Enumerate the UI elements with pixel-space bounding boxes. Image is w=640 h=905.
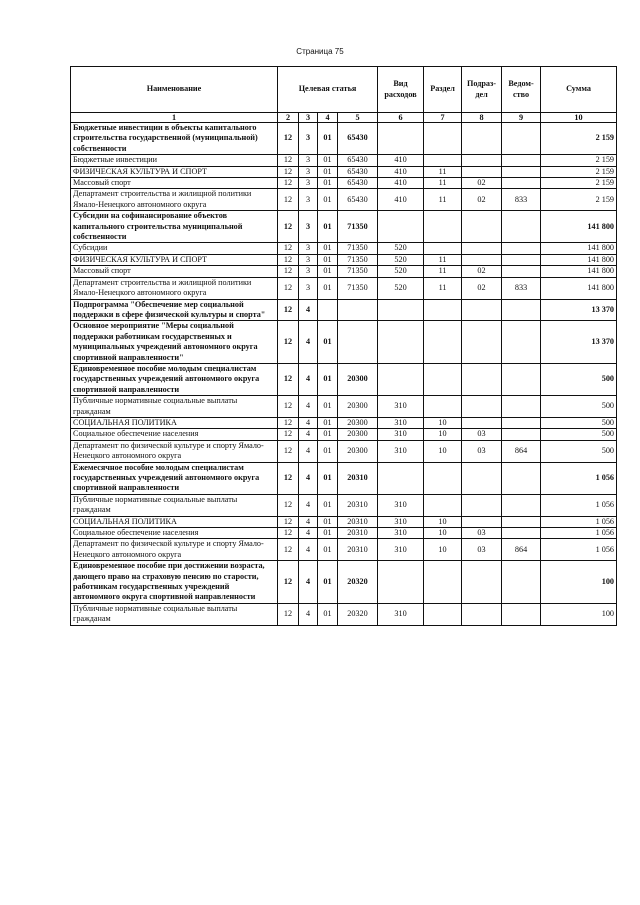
cell-vedomstvo	[502, 516, 541, 527]
cell-event	[318, 299, 338, 321]
cell-name: Департамент по физической культуре и спорту Ямало-Ненецкого автономного округа	[71, 440, 278, 462]
cell-vedomstvo	[502, 561, 541, 604]
cell-vedomstvo	[502, 462, 541, 494]
cell-subprogram: 4	[299, 528, 318, 539]
cell-vedomstvo	[502, 254, 541, 265]
cell-program: 12	[278, 363, 299, 395]
cell-program: 12	[278, 462, 299, 494]
cell-code: 65430	[338, 178, 378, 189]
cell-vid: 310	[378, 396, 424, 418]
table-row	[71, 363, 617, 395]
cell-subprogram: 4	[299, 516, 318, 527]
cell-program: 12	[278, 254, 299, 265]
cell-vedomstvo: 864	[502, 539, 541, 561]
cell-code: 71350	[338, 254, 378, 265]
cell-event: 01	[318, 429, 338, 440]
cell-razdel: 11	[424, 189, 462, 211]
cell-program: 12	[278, 396, 299, 418]
cell-subprogram: 4	[299, 561, 318, 604]
cell-name: Единовременное пособие молодым специалистам государственных учреждений автономного округа спортивной направленности	[71, 363, 278, 395]
cell-razdel: 10	[424, 516, 462, 527]
cell-sum: 500	[541, 396, 617, 418]
cell-podrazdel: 02	[462, 277, 502, 299]
cell-podrazdel: 02	[462, 266, 502, 277]
cell-vedomstvo	[502, 429, 541, 440]
cell-name: Социальное обеспечение населения	[71, 429, 278, 440]
cell-subprogram: 3	[299, 266, 318, 277]
cell-event: 01	[318, 516, 338, 527]
cell-sum: 500	[541, 440, 617, 462]
page-header: Страница 75	[296, 47, 344, 56]
cell-sum: 500	[541, 429, 617, 440]
cell-vid: 520	[378, 277, 424, 299]
cell-program: 12	[278, 266, 299, 277]
column-number-row	[71, 113, 617, 123]
cell-code: 20300	[338, 429, 378, 440]
cell-event: 01	[318, 321, 338, 364]
table-row	[71, 266, 617, 277]
cell-subprogram: 3	[299, 243, 318, 254]
header-vedomstvo: Ведом-ство	[502, 67, 541, 113]
cell-name: Ежемесячное пособие молодым специалистам государственных учреждений автономного округа спортивной направленности	[71, 462, 278, 494]
cell-vedomstvo	[502, 166, 541, 177]
cell-vid: 520	[378, 266, 424, 277]
cell-subprogram: 3	[299, 211, 318, 243]
cell-vid: 310	[378, 528, 424, 539]
cell-vid	[378, 211, 424, 243]
cell-vid: 310	[378, 417, 424, 428]
cell-name: Бюджетные инвестиции	[71, 155, 278, 166]
cell-vid	[378, 363, 424, 395]
cell-program: 12	[278, 211, 299, 243]
cell-event: 01	[318, 189, 338, 211]
cell-code: 20300	[338, 417, 378, 428]
cell-name: Массовый спорт	[71, 266, 278, 277]
column-number: 9	[502, 113, 541, 123]
cell-subprogram: 3	[299, 155, 318, 166]
cell-program: 12	[278, 603, 299, 625]
header-podrazdel: Подраз-дел	[462, 67, 502, 113]
cell-podrazdel: 03	[462, 528, 502, 539]
table-row	[71, 603, 617, 625]
cell-code: 71350	[338, 211, 378, 243]
cell-vid	[378, 321, 424, 364]
cell-podrazdel	[462, 561, 502, 604]
cell-event: 01	[318, 266, 338, 277]
cell-name: Основное мероприятие "Меры социальной поддержки работникам государственных и муниципальных учреждений автономного округа спортивной направленности"	[71, 321, 278, 364]
cell-program: 12	[278, 321, 299, 364]
cell-subprogram: 4	[299, 417, 318, 428]
cell-code: 20310	[338, 528, 378, 539]
table-row	[71, 528, 617, 539]
cell-razdel: 10	[424, 528, 462, 539]
table-body	[71, 123, 617, 626]
table-row	[71, 189, 617, 211]
table-row	[71, 166, 617, 177]
budget-table	[70, 66, 617, 626]
cell-name: Социальное обеспечение населения	[71, 528, 278, 539]
cell-name: ФИЗИЧЕСКАЯ КУЛЬТУРА И СПОРТ	[71, 166, 278, 177]
cell-vid: 520	[378, 243, 424, 254]
cell-program: 12	[278, 528, 299, 539]
cell-sum: 141 800	[541, 277, 617, 299]
cell-sum: 500	[541, 417, 617, 428]
cell-event: 01	[318, 178, 338, 189]
table-row	[71, 321, 617, 364]
header-summa: Сумма	[541, 67, 617, 113]
cell-code: 20310	[338, 494, 378, 516]
cell-code: 65430	[338, 123, 378, 155]
cell-vedomstvo	[502, 243, 541, 254]
cell-subprogram: 3	[299, 166, 318, 177]
cell-program: 12	[278, 243, 299, 254]
cell-razdel	[424, 603, 462, 625]
cell-vid	[378, 299, 424, 321]
cell-sum: 2 159	[541, 189, 617, 211]
cell-podrazdel	[462, 363, 502, 395]
cell-vedomstvo: 833	[502, 277, 541, 299]
cell-sum: 100	[541, 561, 617, 604]
column-number: 10	[541, 113, 617, 123]
cell-podrazdel	[462, 243, 502, 254]
cell-razdel	[424, 462, 462, 494]
cell-vedomstvo	[502, 494, 541, 516]
header-razdel: Раздел	[424, 67, 462, 113]
cell-event: 01	[318, 417, 338, 428]
cell-vid	[378, 462, 424, 494]
cell-vedomstvo	[502, 603, 541, 625]
cell-sum: 1 056	[541, 528, 617, 539]
cell-name: Публичные нормативные социальные выплаты гражданам	[71, 603, 278, 625]
cell-subprogram: 3	[299, 277, 318, 299]
cell-sum: 141 800	[541, 243, 617, 254]
cell-vid: 310	[378, 516, 424, 527]
cell-event: 01	[318, 363, 338, 395]
cell-name: Публичные нормативные социальные выплаты гражданам	[71, 396, 278, 418]
table-row	[71, 516, 617, 527]
cell-code: 20310	[338, 516, 378, 527]
cell-vedomstvo	[502, 266, 541, 277]
cell-vid: 310	[378, 494, 424, 516]
column-number: 1	[71, 113, 278, 123]
cell-program: 12	[278, 539, 299, 561]
cell-program: 12	[278, 561, 299, 604]
cell-vid: 410	[378, 155, 424, 166]
cell-podrazdel	[462, 417, 502, 428]
cell-podrazdel	[462, 462, 502, 494]
cell-name: СОЦИАЛЬНАЯ ПОЛИТИКА	[71, 516, 278, 527]
cell-vedomstvo	[502, 528, 541, 539]
cell-sum: 2 159	[541, 178, 617, 189]
cell-name: Подпрограмма "Обеспечение мер социальной поддержки в сфере физической культуры и спорта"	[71, 299, 278, 321]
column-number: 3	[299, 113, 318, 123]
cell-sum: 1 056	[541, 539, 617, 561]
cell-program: 12	[278, 178, 299, 189]
cell-event: 01	[318, 254, 338, 265]
cell-vedomstvo	[502, 211, 541, 243]
cell-sum: 13 370	[541, 321, 617, 364]
cell-vedomstvo	[502, 178, 541, 189]
cell-razdel	[424, 243, 462, 254]
cell-event: 01	[318, 539, 338, 561]
cell-name: ФИЗИЧЕСКАЯ КУЛЬТУРА И СПОРТ	[71, 254, 278, 265]
column-number: 2	[278, 113, 299, 123]
cell-podrazdel: 03	[462, 440, 502, 462]
cell-code: 65430	[338, 155, 378, 166]
cell-podrazdel	[462, 166, 502, 177]
table-row	[71, 277, 617, 299]
cell-code: 20310	[338, 462, 378, 494]
cell-sum: 141 800	[541, 266, 617, 277]
cell-name: Массовый спорт	[71, 178, 278, 189]
cell-subprogram: 3	[299, 189, 318, 211]
cell-event: 01	[318, 494, 338, 516]
table-row	[71, 243, 617, 254]
cell-sum: 141 800	[541, 211, 617, 243]
cell-sum: 13 370	[541, 299, 617, 321]
cell-subprogram: 4	[299, 321, 318, 364]
cell-code: 20300	[338, 440, 378, 462]
table-row	[71, 396, 617, 418]
cell-razdel	[424, 494, 462, 516]
cell-podrazdel	[462, 516, 502, 527]
cell-sum: 2 159	[541, 123, 617, 155]
cell-subprogram: 4	[299, 603, 318, 625]
column-number: 7	[424, 113, 462, 123]
column-number: 5	[338, 113, 378, 123]
cell-razdel	[424, 299, 462, 321]
cell-subprogram: 3	[299, 123, 318, 155]
cell-sum: 2 159	[541, 166, 617, 177]
cell-program: 12	[278, 155, 299, 166]
header-name: Наименование	[71, 67, 278, 113]
cell-name: Субсидии	[71, 243, 278, 254]
cell-program: 12	[278, 429, 299, 440]
cell-vedomstvo	[502, 299, 541, 321]
cell-name: Департамент по физической культуре и спорту Ямало-Ненецкого автономного округа	[71, 539, 278, 561]
table-row	[71, 299, 617, 321]
cell-program: 12	[278, 166, 299, 177]
cell-program: 12	[278, 123, 299, 155]
cell-subprogram: 4	[299, 396, 318, 418]
cell-razdel: 11	[424, 166, 462, 177]
cell-name: СОЦИАЛЬНАЯ ПОЛИТИКА	[71, 417, 278, 428]
cell-podrazdel	[462, 603, 502, 625]
cell-event: 01	[318, 528, 338, 539]
table-row	[71, 254, 617, 265]
column-number: 8	[462, 113, 502, 123]
cell-name: Публичные нормативные социальные выплаты гражданам	[71, 494, 278, 516]
cell-podrazdel	[462, 211, 502, 243]
cell-subprogram: 4	[299, 440, 318, 462]
cell-vedomstvo	[502, 417, 541, 428]
cell-podrazdel: 03	[462, 539, 502, 561]
cell-name: Департамент строительства и жилищной политики Ямало-Ненецкого автономного округа	[71, 189, 278, 211]
cell-vedomstvo	[502, 123, 541, 155]
cell-razdel: 11	[424, 254, 462, 265]
cell-razdel	[424, 155, 462, 166]
column-number: 6	[378, 113, 424, 123]
cell-vid: 310	[378, 603, 424, 625]
cell-sum: 1 056	[541, 494, 617, 516]
cell-razdel	[424, 561, 462, 604]
cell-podrazdel: 03	[462, 429, 502, 440]
cell-code: 71350	[338, 243, 378, 254]
table-row	[71, 462, 617, 494]
cell-name: Единовременное пособие при достижении возраста, дающего право на страховую пенсию по старости, работникам государственных учреждений автономного округа спортивной направленности	[71, 561, 278, 604]
cell-razdel	[424, 363, 462, 395]
cell-event: 01	[318, 243, 338, 254]
cell-program: 12	[278, 189, 299, 211]
cell-razdel	[424, 123, 462, 155]
cell-name: Бюджетные инвестиции в объекты капитального строительства государственной (муниципальной) собственности	[71, 123, 278, 155]
cell-vid: 410	[378, 189, 424, 211]
cell-subprogram: 4	[299, 299, 318, 321]
cell-code: 65430	[338, 189, 378, 211]
cell-vid: 310	[378, 440, 424, 462]
cell-sum: 2 159	[541, 155, 617, 166]
cell-sum: 1 056	[541, 462, 617, 494]
cell-program: 12	[278, 417, 299, 428]
cell-subprogram: 3	[299, 178, 318, 189]
cell-event: 01	[318, 462, 338, 494]
cell-program: 12	[278, 516, 299, 527]
cell-program: 12	[278, 277, 299, 299]
cell-vid: 310	[378, 429, 424, 440]
table-row	[71, 123, 617, 155]
cell-code: 20320	[338, 603, 378, 625]
cell-razdel	[424, 211, 462, 243]
cell-code: 71350	[338, 277, 378, 299]
cell-event: 01	[318, 211, 338, 243]
cell-code: 20300	[338, 363, 378, 395]
cell-razdel: 10	[424, 440, 462, 462]
table-row	[71, 155, 617, 166]
cell-podrazdel	[462, 321, 502, 364]
cell-code	[338, 299, 378, 321]
cell-razdel: 11	[424, 266, 462, 277]
table-row	[71, 211, 617, 243]
cell-razdel	[424, 321, 462, 364]
cell-vedomstvo	[502, 396, 541, 418]
cell-vedomstvo: 864	[502, 440, 541, 462]
cell-podrazdel	[462, 299, 502, 321]
cell-subprogram: 4	[299, 462, 318, 494]
table-row	[71, 178, 617, 189]
cell-vid: 410	[378, 166, 424, 177]
cell-podrazdel	[462, 494, 502, 516]
cell-subprogram: 4	[299, 494, 318, 516]
cell-code: 20320	[338, 561, 378, 604]
cell-program: 12	[278, 299, 299, 321]
cell-podrazdel	[462, 155, 502, 166]
cell-code: 20300	[338, 396, 378, 418]
cell-vid	[378, 123, 424, 155]
cell-program: 12	[278, 440, 299, 462]
cell-event: 01	[318, 396, 338, 418]
cell-code: 65430	[338, 166, 378, 177]
cell-event: 01	[318, 440, 338, 462]
cell-code	[338, 321, 378, 364]
cell-vedomstvo	[502, 321, 541, 364]
table-row	[71, 561, 617, 604]
cell-event: 01	[318, 166, 338, 177]
cell-podrazdel: 02	[462, 178, 502, 189]
table-row	[71, 417, 617, 428]
column-number: 4	[318, 113, 338, 123]
cell-subprogram: 4	[299, 539, 318, 561]
cell-sum: 500	[541, 363, 617, 395]
cell-vedomstvo: 833	[502, 189, 541, 211]
cell-sum: 100	[541, 603, 617, 625]
cell-vedomstvo	[502, 155, 541, 166]
cell-vid: 520	[378, 254, 424, 265]
header-vid: Вид расходов	[378, 67, 424, 113]
cell-event: 01	[318, 561, 338, 604]
cell-sum: 1 056	[541, 516, 617, 527]
cell-name: Субсидии на софинансирование объектов капитального строительства муниципальной собственности	[71, 211, 278, 243]
cell-razdel: 10	[424, 429, 462, 440]
cell-podrazdel	[462, 254, 502, 265]
table-row	[71, 440, 617, 462]
cell-program: 12	[278, 494, 299, 516]
cell-razdel: 11	[424, 178, 462, 189]
cell-podrazdel: 02	[462, 189, 502, 211]
table-row	[71, 429, 617, 440]
table-row	[71, 539, 617, 561]
cell-vid: 410	[378, 178, 424, 189]
cell-podrazdel	[462, 123, 502, 155]
cell-vid	[378, 561, 424, 604]
cell-vedomstvo	[502, 363, 541, 395]
cell-podrazdel	[462, 396, 502, 418]
cell-event: 01	[318, 277, 338, 299]
table-row	[71, 494, 617, 516]
cell-sum: 141 800	[541, 254, 617, 265]
cell-razdel: 10	[424, 539, 462, 561]
cell-event: 01	[318, 155, 338, 166]
cell-vid: 310	[378, 539, 424, 561]
cell-razdel: 11	[424, 277, 462, 299]
header-target: Целевая статья	[278, 67, 378, 113]
cell-subprogram: 3	[299, 254, 318, 265]
cell-subprogram: 4	[299, 429, 318, 440]
cell-code: 20310	[338, 539, 378, 561]
cell-name: Департамент строительства и жилищной политики Ямало-Ненецкого автономного округа	[71, 277, 278, 299]
cell-event: 01	[318, 603, 338, 625]
header-row	[71, 67, 617, 113]
cell-code: 71350	[338, 266, 378, 277]
cell-event: 01	[318, 123, 338, 155]
cell-razdel	[424, 396, 462, 418]
cell-subprogram: 4	[299, 363, 318, 395]
cell-razdel: 10	[424, 417, 462, 428]
